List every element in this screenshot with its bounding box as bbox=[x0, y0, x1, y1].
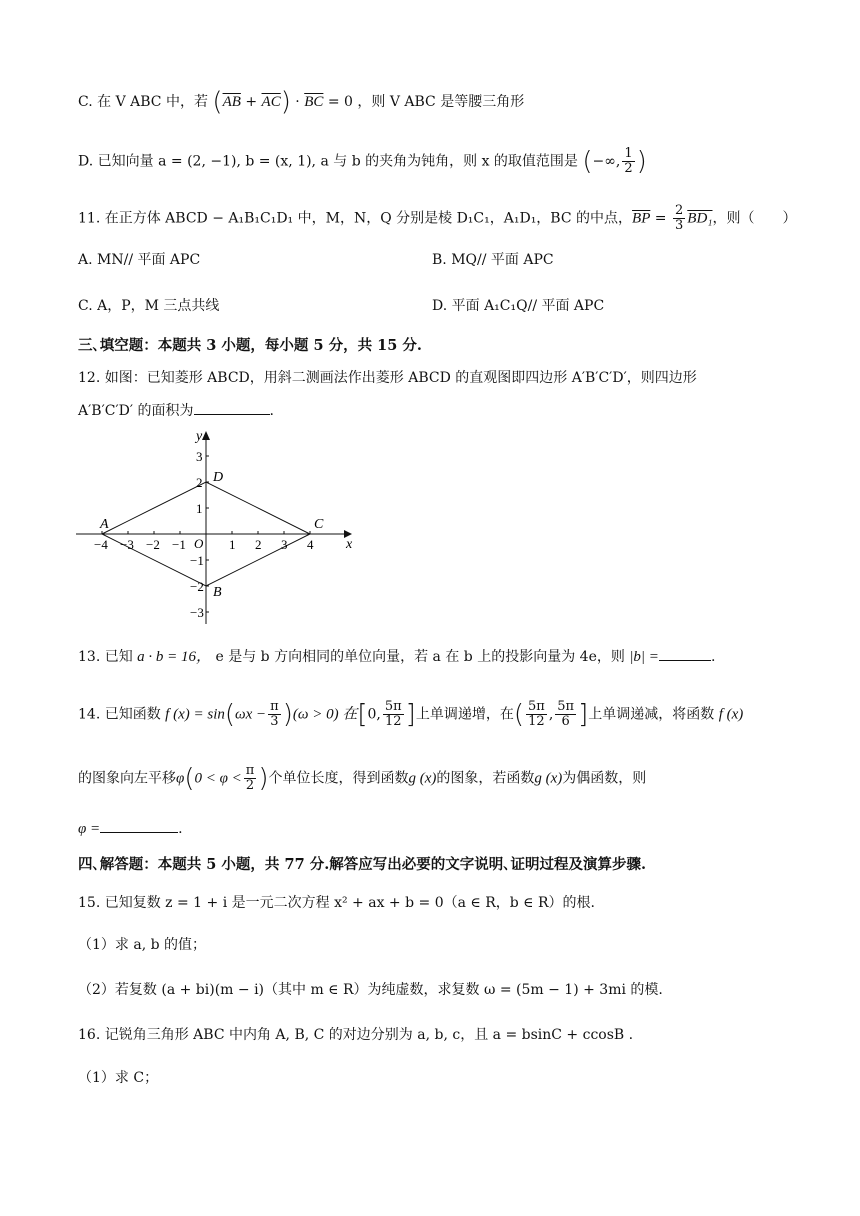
q15-part1: （1）求 a, b 的值； bbox=[78, 937, 207, 953]
option-c-text: C. 在 V ABC 中，若 bbox=[78, 94, 208, 110]
q11-option-d: D. 平面 A₁C₁Q// 平面 APC bbox=[432, 298, 605, 314]
q11-option-c: C. A，P，M 三点共线 bbox=[78, 298, 220, 314]
x-tick-label: −4 bbox=[94, 537, 108, 552]
y-tick-label: 2 bbox=[196, 475, 203, 490]
q14-line2: 的图象向左平移φ(0 < φ < $\frac{\pi}{2}$ )个单位长度，得到函数g (x)的图象，若函数g (x)为偶函数，则 bbox=[78, 763, 647, 794]
q11-fraction: $\frac{2}{3}$ bbox=[675, 203, 684, 233]
point-b-label: B bbox=[213, 585, 222, 600]
option-d-fraction: $\frac{1}{2}$ bbox=[624, 146, 633, 176]
q16-part1: （1）求 C； bbox=[78, 1070, 159, 1086]
x-tick-label: 1 bbox=[229, 537, 236, 552]
q11-stem: 11. 在正方体 ABCD − A₁B₁C₁D₁ 中，M，N，Q 分别是棱 D₁C₁，A₁D₁，BC 的中点，$\overline{BP}$ = $\frac{2}{3}$ BD₁，则（ ） bbox=[78, 203, 797, 233]
q14-line1: 14. 已知函数 f (x) = sin(ωx − $\frac{\pi}{3}$ )(ω > 0) 在[0, $\frac{5\pi}{12}$ ]上单调递增，在( $\frac{5\pi}{12}$ , $\frac{5\pi}{6}$ ]上单调递减，将函数 f (x) bbox=[78, 699, 744, 730]
section-4-heading: 四､解答题：本题共 5 小题，共 77 分.解答应写出必要的文字说明､证明过程及演算步骤. bbox=[78, 856, 647, 873]
y-tick-label: 3 bbox=[196, 449, 203, 464]
section-3-heading: 三､填空题：本题共 3 小题，每小题 5 分，共 15 分. bbox=[78, 337, 422, 354]
q16-stem: 16. 记锐角三角形 ABC 中内角 A, B, C 的对边分别为 a, b, c，且 a = bsinC + ccosB . bbox=[78, 1027, 634, 1043]
y-tick-label: −1 bbox=[190, 553, 204, 568]
q13-line: 13. 已知 a · b = 16， e 是与 b 方向相同的单位向量，若 a 在 b 上的投影向量为 4e，则 |b| = . bbox=[78, 646, 715, 667]
q12-answer-blank bbox=[194, 400, 270, 415]
y-axis-arrow bbox=[202, 431, 210, 440]
q15-stem: 15. 已知复数 z = 1 + i 是一元二次方程 x² + ax + b = 0（a ∈ R，b ∈ R）的根. bbox=[78, 895, 595, 911]
q14-answer-blank bbox=[100, 818, 178, 833]
q15-part2: （2）若复数 (a + bi)(m − i)（其中 m ∈ R）为纯虚数，求复数 ω = (5m − 1) + 3mi 的模. bbox=[78, 982, 663, 998]
x-tick-label: 4 bbox=[307, 537, 314, 552]
point-d-label: D bbox=[213, 470, 224, 485]
q12-line2: A′B′C′D′ 的面积为 . bbox=[78, 400, 274, 421]
y-axis-label: y bbox=[196, 429, 203, 444]
vector-bd1: BD₁ bbox=[687, 210, 713, 227]
option-d-line: D. 已知向量 a = (2, −1), b = (x, 1), a 与 b 的夹角为钝角，则 x 的取值范围是 (−∞, $\frac{1}{2}$ ) bbox=[78, 146, 647, 177]
x-tick-label: 3 bbox=[281, 537, 288, 552]
vector-ac: $\overline{AC}$ bbox=[261, 94, 281, 110]
y-tick-label: −2 bbox=[190, 579, 204, 594]
option-d-math: a = (2, −1), b = (x, 1), a 与 b 的夹角为钝角，则 x 的取值范围是 bbox=[158, 153, 578, 170]
option-d-text: D. 已知向量 bbox=[78, 153, 154, 170]
rhombus-figure bbox=[76, 428, 356, 628]
option-c-line: C. 在 V ABC 中，若 $(\overline{AB} + \overline{AC}) \cdot \overline{BC} = 0$ ，则 V ABC 是等腰三角形 bbox=[78, 87, 525, 117]
vector-ab: $\overline{AB}$ bbox=[222, 94, 241, 110]
point-a-label: A bbox=[100, 517, 109, 532]
point-c-label: C bbox=[314, 517, 324, 532]
option-c-tail: = 0 ，则 V ABC 是等腰三角形 bbox=[327, 94, 525, 110]
x-tick-label: −3 bbox=[120, 537, 134, 552]
x-axis-label: x bbox=[346, 537, 353, 552]
y-tick-label: −3 bbox=[190, 605, 204, 620]
q12-line1: 12. 如图：已知菱形 ABCD，用斜二测画法作出菱形 ABCD 的直观图即四边形 A′B′C′D′，则四边形 bbox=[78, 370, 697, 386]
q14-line3: φ = . bbox=[78, 818, 183, 839]
y-tick-label: 1 bbox=[196, 501, 203, 516]
vector-bp: $\overline{BP}$ bbox=[632, 210, 651, 227]
x-tick-label: 2 bbox=[255, 537, 262, 552]
origin-label: O bbox=[194, 536, 204, 551]
vector-bc: $\overline{BC}$ bbox=[304, 94, 324, 110]
x-tick-label: −2 bbox=[146, 537, 160, 552]
q11-option-b: B. MQ// 平面 APC bbox=[432, 252, 554, 268]
q11-option-a: A. MN// 平面 APC bbox=[78, 252, 201, 268]
q13-answer-blank bbox=[659, 646, 711, 661]
x-tick-label: −1 bbox=[172, 537, 186, 552]
